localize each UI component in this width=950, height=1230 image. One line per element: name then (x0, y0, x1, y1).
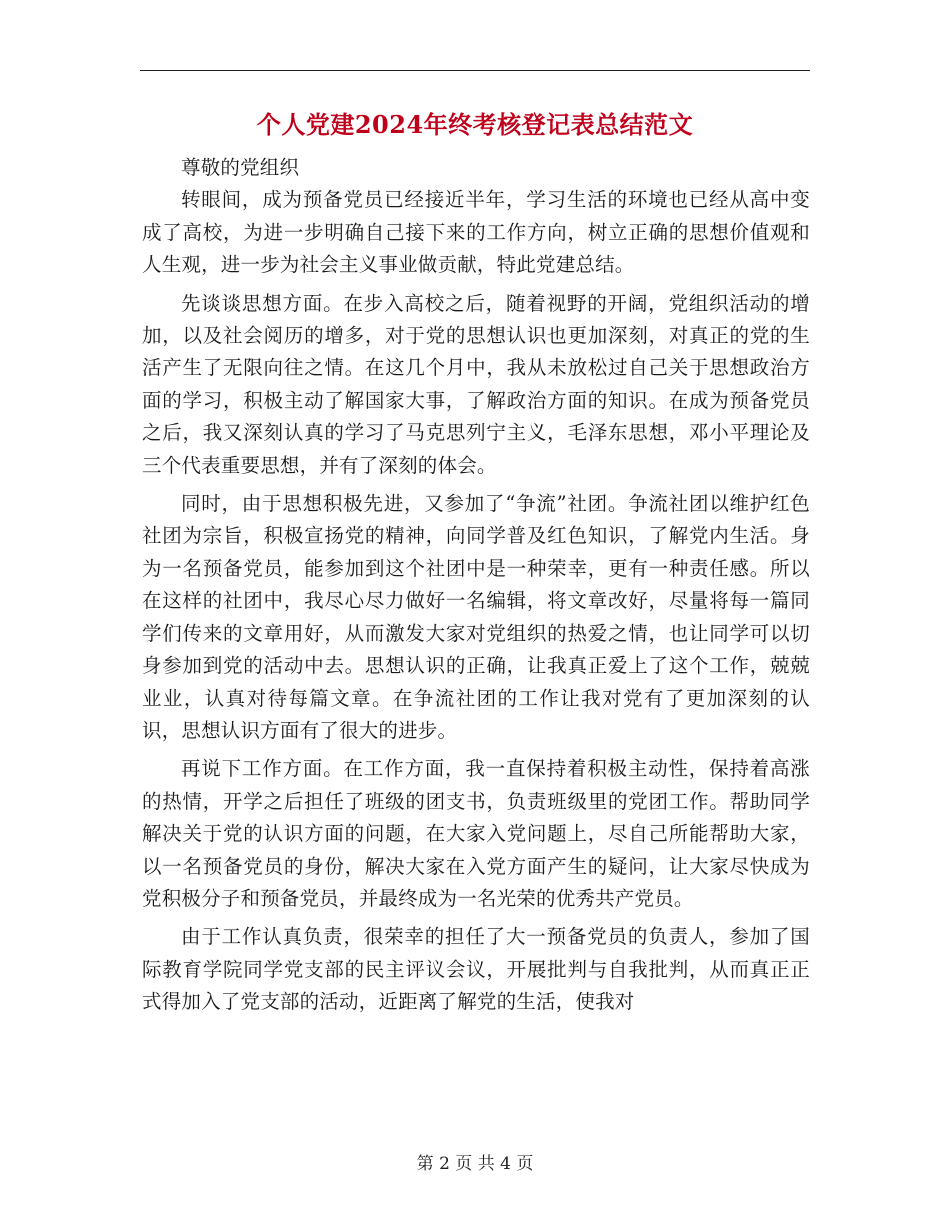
document-title: 个人党建2024年终考核登记表总结范文 (256, 110, 694, 139)
body-paragraph-intro: 转眼间，成为预备党员已经接近半年，学习生活的环境也已经从高中变成了高校，为进一步明确自己接下来的工作方向，树立正确的思想价值观和人生观，进一步为社会主义事业做贡献，特此党建总结。 (142, 188, 810, 277)
header-rule (140, 70, 810, 71)
page-number: 第 2 页 共 4 页 (416, 1154, 534, 1174)
document-body (142, 152, 810, 1019)
body-paragraph-work: 再说下工作方面。在工作方面，我一直保持着积极主动性，保持着高涨的热情，开学之后担任了班级的团支书，负责班级里的党团工作。帮助同学解决关于党的认识方面的问题，在大家入党问题上，尽自己所能帮助大家，以一名预备党员的身份，解决大家在入党方面产生的疑问，让大家尽快成为党积极分子和预备党员，并最终成为一名光荣的优秀共产党员。 (142, 757, 810, 910)
salutation-paragraph: 尊敬的党组织 (181, 156, 300, 179)
body-paragraph-thought: 先谈谈思想方面。在步入高校之后，随着视野的开阔，党组织活动的增加，以及社会阅历的增多，对于党的思想认识也更加深刻，对真正的党的生活产生了无限向往之情。在这几个月中，我从未放松过自己关于思想政治方面的学习，积极主动了解国家大事，了解政治方面的知识。在成为预备党员之后，我又深刻认真的学习了马克思列宁主义，毛泽东思想，邓小平理论及三个代表重要思想，并有了深刻的体会。 (142, 291, 810, 477)
body-paragraph-responsibility: 由于工作认真负责，很荣幸的担任了大一预备党员的负责人，参加了国际教育学院同学党支部的民主评议会议，开展批判与自我批判，从而真正正式得加入了党支部的活动，近距离了解党的生活，使我对 (142, 925, 810, 1014)
body-paragraph-society: 同时，由于思想积极先进，又参加了“争流”社团。争流社团以维护红色社团为宗旨，积极宣扬党的精神，向同学普及红色知识，了解党内生活。身为一名预备党员，能参加到这个社团中是一种荣幸，更有一种责任感。所以在这样的社团中，我尽心尽力做好一名编辑，将文章改好，尽量将每一篇同学们传来的文章用好，从而激发大家对党组织的热爱之情，也让同学可以切身参加到党的活动中去。思想认识的正确，让我真正爱上了这个工作，兢兢业业，认真对待每篇文章。在争流社团的工作让我对党有了更加深刻的认识，思想认识方面有了很大的进步。 (142, 492, 810, 742)
